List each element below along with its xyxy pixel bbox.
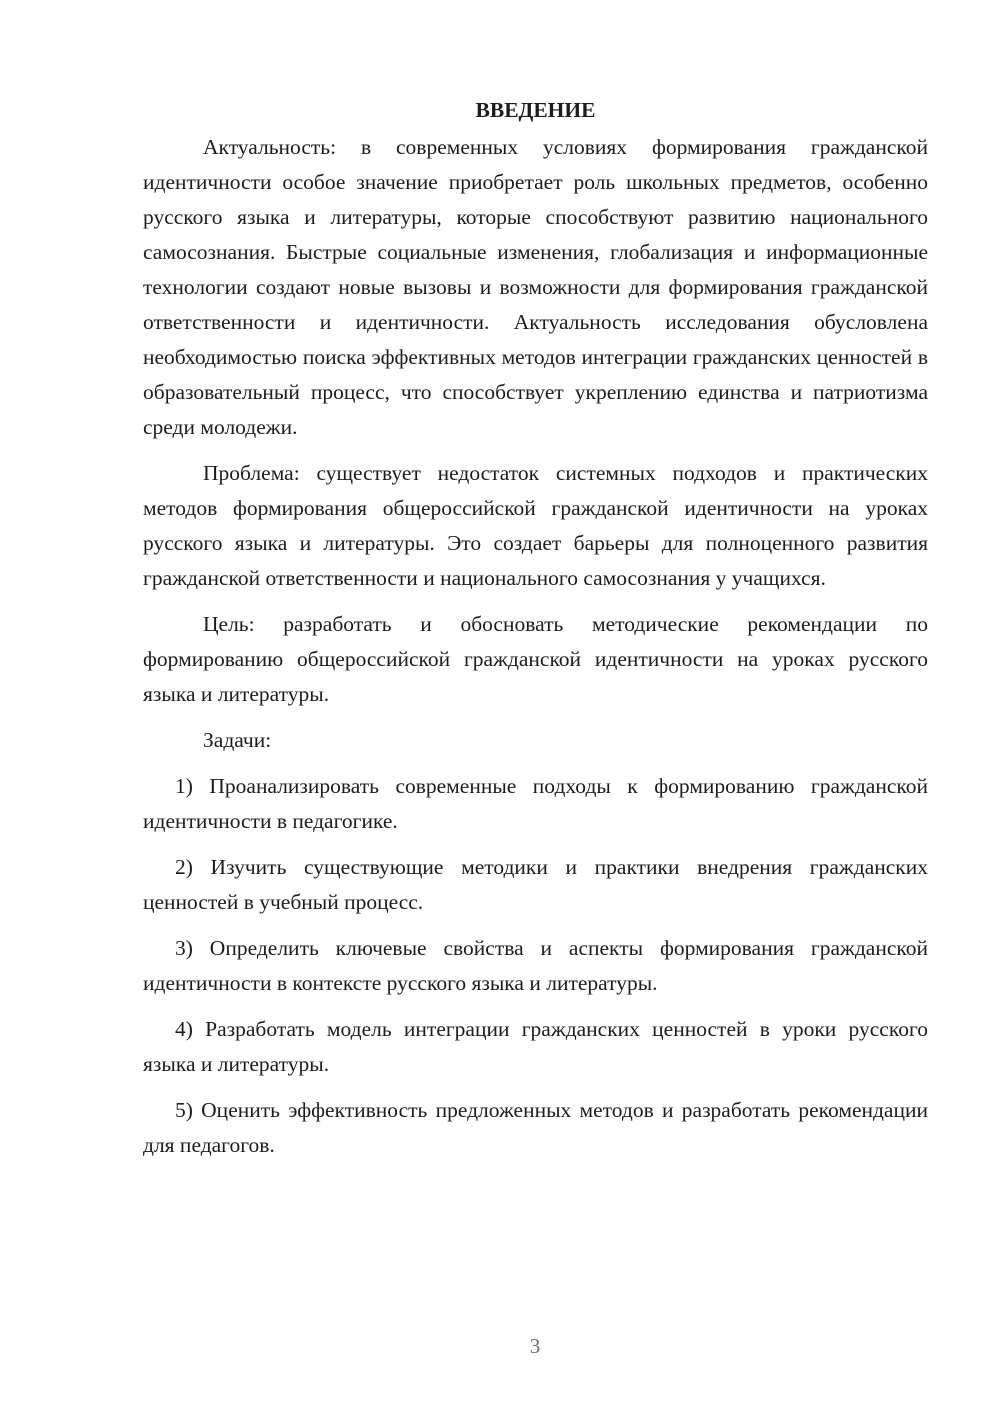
problem-paragraph: Проблема: существует недостаток системных подходов и практических методов формирования общероссийской гражданской идентичности на уроках русского языка и литературы. Это создает барьеры для полноценного развития гражданской ответственности и национального самосознания у учащихся. bbox=[143, 461, 928, 590]
tasks-label: Задачи: bbox=[203, 728, 272, 752]
task-item: 3) Определить ключевые свойства и аспекты формирования гражданской идентичности в контексте русского языка и литературы. bbox=[143, 936, 928, 995]
section-heading: ВВЕДЕНИЕ bbox=[475, 98, 596, 122]
page-content bbox=[143, 93, 928, 1163]
task-item: 4) Разработать модель интеграции гражданских ценностей в уроки русского языка и литературы. bbox=[143, 1017, 928, 1076]
task-item: 5) Оценить эффективность предложенных методов и разработать рекомендации для педагогов. bbox=[143, 1098, 928, 1157]
relevance-paragraph: Актуальность: в современных условиях формирования гражданской идентичности особое значение приобретает роль школьных предметов, особенно русского языка и литературы, которые способствуют развитию национального самосознания. Быстрые социальные изменения, глобализация и информационные технологии создают новые вызовы и возможности для формирования гражданской ответственности и идентичности. Актуальность исследования обусловлена необходимостью поиска эффективных методов интеграции гражданских ценностей в образовательный процесс, что способствует укреплению единства и патриотизма среди молодежи. bbox=[143, 135, 928, 439]
task-item: 1) Проанализировать современные подходы к формированию гражданской идентичности в педагогике. bbox=[143, 774, 928, 833]
page-number: 3 bbox=[529, 1334, 541, 1358]
task-item: 2) Изучить существующие методики и практики внедрения гражданских ценностей в учебный процесс. bbox=[143, 855, 928, 914]
goal-paragraph: Цель: разработать и обосновать методические рекомендации по формированию общероссийской гражданской идентичности на уроках русского языка и литературы. bbox=[143, 612, 928, 706]
